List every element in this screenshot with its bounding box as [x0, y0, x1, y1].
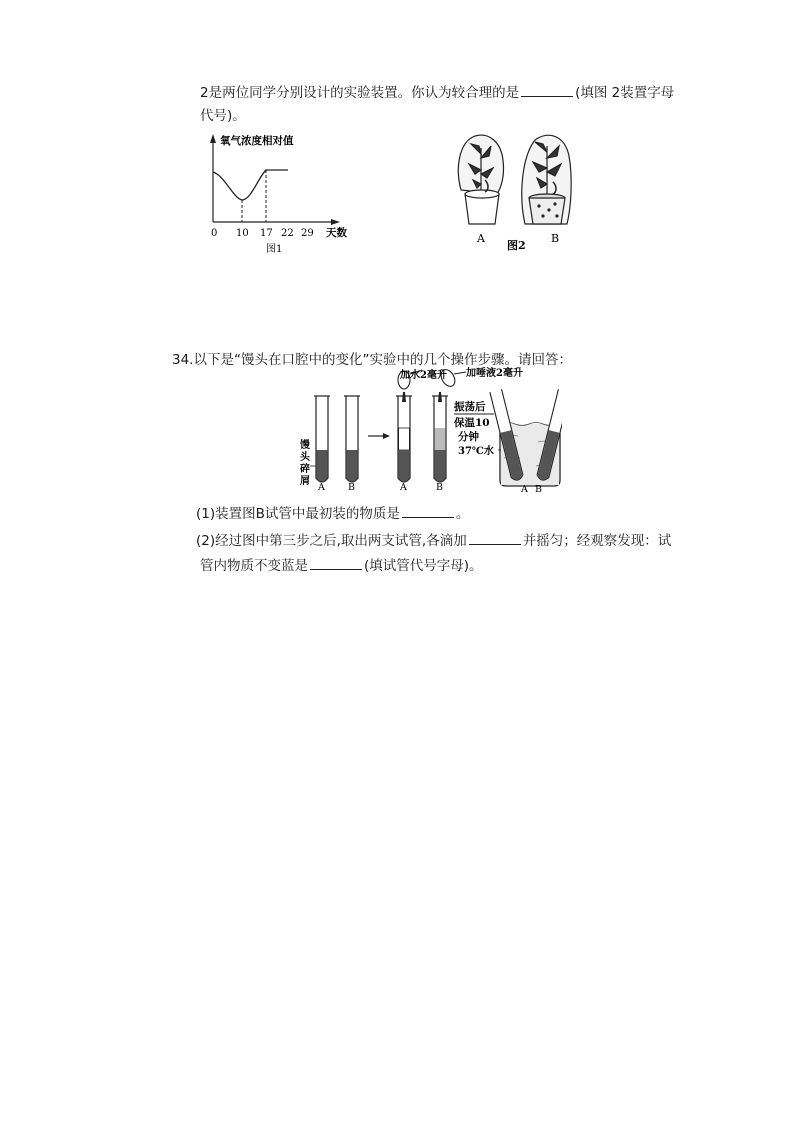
saliva-experiment-figure — [298, 366, 562, 494]
tube-a-label: A — [400, 482, 407, 493]
y-axis-label: 氧气浓度相对值 — [220, 135, 294, 147]
figure-1-chart — [200, 130, 365, 258]
q34-stem: 34.以下是“馒头在口腔中的变化”实验中的几个操作步骤。请回答： — [172, 352, 572, 368]
tube-a-label: A — [318, 482, 325, 493]
figure-2-plants — [445, 128, 585, 256]
tick-label: 0 — [211, 228, 218, 239]
crumbs-label: 头 — [300, 452, 310, 463]
note-line: 保温10 — [454, 417, 490, 429]
tube-b-label: B — [535, 484, 542, 494]
tube-b-label: B — [436, 482, 443, 493]
step2-tube-a — [396, 370, 422, 482]
plant-b — [522, 135, 571, 224]
note-line: 振荡后 — [454, 401, 486, 413]
answer-blank[interactable] — [521, 82, 573, 97]
add-water-label: 加水2毫升 — [400, 370, 447, 381]
x-axis-arrow — [331, 219, 340, 225]
step1-tube-b — [344, 396, 360, 482]
q34-sub-2: (2)经过图中第三步之后,取出两支试管,各滴加 并摇匀；经观察发现：试 — [196, 530, 671, 551]
figure-caption: 图1 — [266, 244, 283, 255]
crumbs-label: 馒 — [300, 440, 310, 451]
note-line: 分钟 — [458, 431, 479, 443]
x-axis-label: 天数 — [326, 227, 347, 239]
y-axis-arrow — [210, 134, 216, 143]
plant-a-label: A — [477, 232, 485, 245]
tick-label: 17 — [260, 228, 273, 239]
plant-b-label: B — [551, 232, 560, 245]
answer-blank[interactable] — [469, 530, 521, 545]
note-line: 37℃水 — [458, 446, 494, 457]
tick-label: 22 — [281, 228, 294, 239]
q34-sub-2-line-2: 管内物质不变蓝是 (填试管代号字母)。 — [200, 555, 483, 576]
tick-label: 10 — [236, 228, 249, 239]
figure-caption: 图2 — [507, 239, 526, 252]
q34-sub-1: (1)装置图B试管中最初装的物质是 。 — [196, 503, 469, 524]
tick-label: 29 — [301, 228, 314, 239]
answer-blank[interactable] — [310, 555, 362, 570]
crumbs-label: 碎 — [300, 464, 310, 475]
step1-tube-a — [314, 396, 330, 482]
add-saliva-label: 加唾液2毫升 — [466, 368, 523, 379]
tube-a-label: A — [521, 484, 528, 494]
water-bath-beaker — [490, 389, 562, 486]
oxygen-curve — [213, 170, 288, 200]
answer-blank[interactable] — [402, 503, 454, 518]
crumbs-label: 屑 — [300, 476, 310, 487]
q33-line-2: 代号)。 — [200, 108, 246, 124]
q33-line-1: 2是两位同学分别设计的实验装置。你认为较合理的是 (填图 2装置字母 — [200, 82, 674, 103]
plant-a — [458, 135, 503, 224]
tube-b-label: B — [348, 482, 355, 493]
